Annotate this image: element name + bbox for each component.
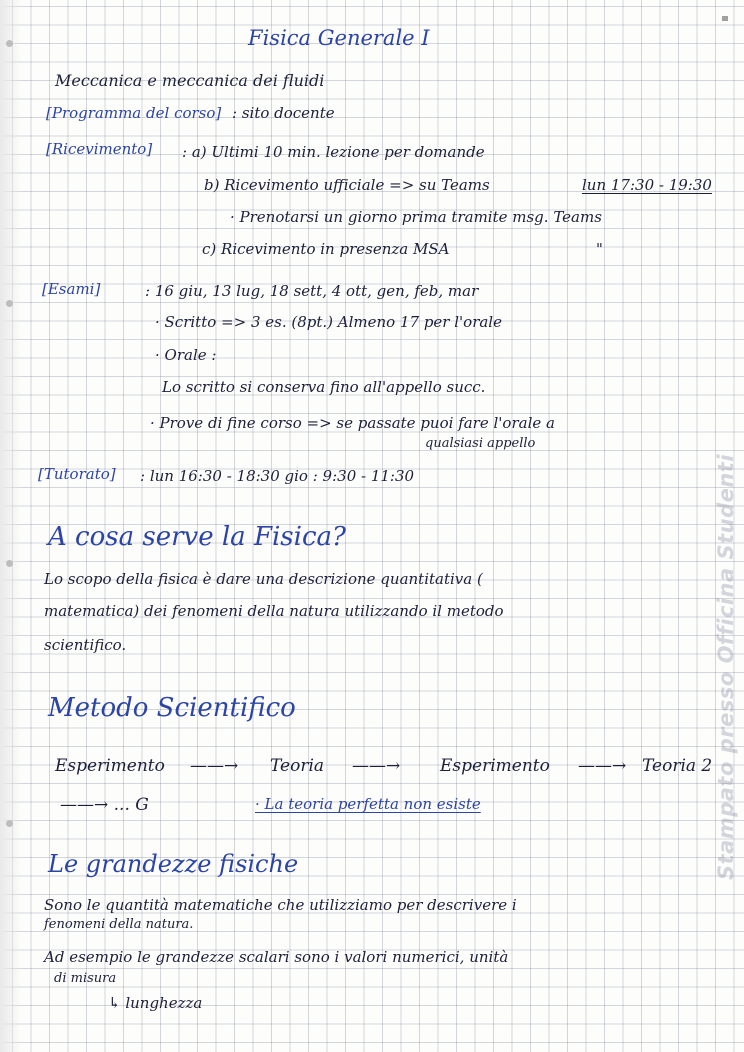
section-3-line: Sono le quantità matematiche che utilizziamo per descrivere i xyxy=(44,896,517,914)
section-heading-fisica: A cosa serve la Fisica? xyxy=(48,522,346,552)
section-heading-metodo: Metodo Scientifico xyxy=(48,693,296,723)
section-3-line: fenomeni della natura. xyxy=(44,917,194,932)
esami-orale: · Orale : xyxy=(155,346,217,364)
esami-orale-note: Lo scritto si conserva fino all'appello succ. xyxy=(162,378,486,396)
tutorato-value: : lun 16:30 - 18:30 gio : 9:30 - 11:30 xyxy=(140,467,415,485)
method-step-esperimento: Esperimento xyxy=(55,756,165,776)
esami-prove-2: qualsiasi appello xyxy=(425,436,536,451)
section-1-line: Lo scopo della fisica è dare una descrizione quantitativa ( xyxy=(44,570,483,588)
scan-speck xyxy=(722,16,728,21)
ricevimento-label: [Ricevimento] xyxy=(46,140,153,158)
ricevimento-c: c) Ricevimento in presenza MSA xyxy=(202,240,450,258)
esami-label: [Esami] xyxy=(42,280,101,298)
method-note: · La teoria perfetta non esiste xyxy=(255,795,481,813)
section-1-line: scientifico. xyxy=(44,636,127,654)
section-3-line: di misura xyxy=(54,971,117,986)
ricevimento-c-ditto: " xyxy=(596,240,603,258)
esami-scritto: · Scritto => 3 es. (8pt.) Almeno 17 per l'orale xyxy=(155,313,502,331)
section-1-line: matematica) dei fenomeni della natura utilizzando il metodo xyxy=(44,602,504,620)
arrow-right-icon: ——→ xyxy=(578,756,627,776)
ricevimento-b-time: lun 17:30 - 19:30 xyxy=(582,176,712,194)
page-title: Fisica Generale I xyxy=(248,26,430,50)
section-3-line: Ad esempio le grandezze scalari sono i valori numerici, unità xyxy=(44,948,509,966)
esami-dates: : 16 giu, 13 lug, 18 sett, 4 ott, gen, feb, mar xyxy=(145,282,479,300)
method-step-teoria: Teoria xyxy=(270,756,325,776)
programma-label: [Programma del corso] xyxy=(46,104,222,122)
binding-hole xyxy=(6,300,13,307)
binding-edge xyxy=(0,0,22,1052)
ricevimento-b-note: · Prenotarsi un giorno prima tramite msg. Teams xyxy=(230,208,602,226)
method-step-teoria-2: Teoria 2 xyxy=(642,756,713,776)
ricevimento-a: : a) Ultimi 10 min. lezione per domande xyxy=(182,143,485,161)
binding-hole xyxy=(6,40,13,47)
arrow-continuation: ——→ ... G xyxy=(60,795,149,815)
programma-value: : sito docente xyxy=(232,104,335,122)
section-3-line: ↳ lunghezza xyxy=(108,994,203,1012)
subtitle: Meccanica e meccanica dei fluidi xyxy=(55,71,325,90)
esami-prove-1: · Prove di fine corso => se passate puoi fare l'orale a xyxy=(150,414,555,432)
tutorato-label: [Tutorato] xyxy=(38,465,116,483)
arrow-right-icon: ——→ xyxy=(352,756,401,776)
ricevimento-b: b) Ricevimento ufficiale => su Teams xyxy=(204,176,490,194)
arrow-right-icon: ——→ xyxy=(190,756,239,776)
watermark: Stampato presso Officina Studenti xyxy=(714,453,738,880)
binding-hole xyxy=(6,820,13,827)
binding-hole xyxy=(6,560,13,567)
section-heading-grandezze: Le grandezze fisiche xyxy=(48,850,299,878)
method-step-esperimento-2: Esperimento xyxy=(440,756,550,776)
